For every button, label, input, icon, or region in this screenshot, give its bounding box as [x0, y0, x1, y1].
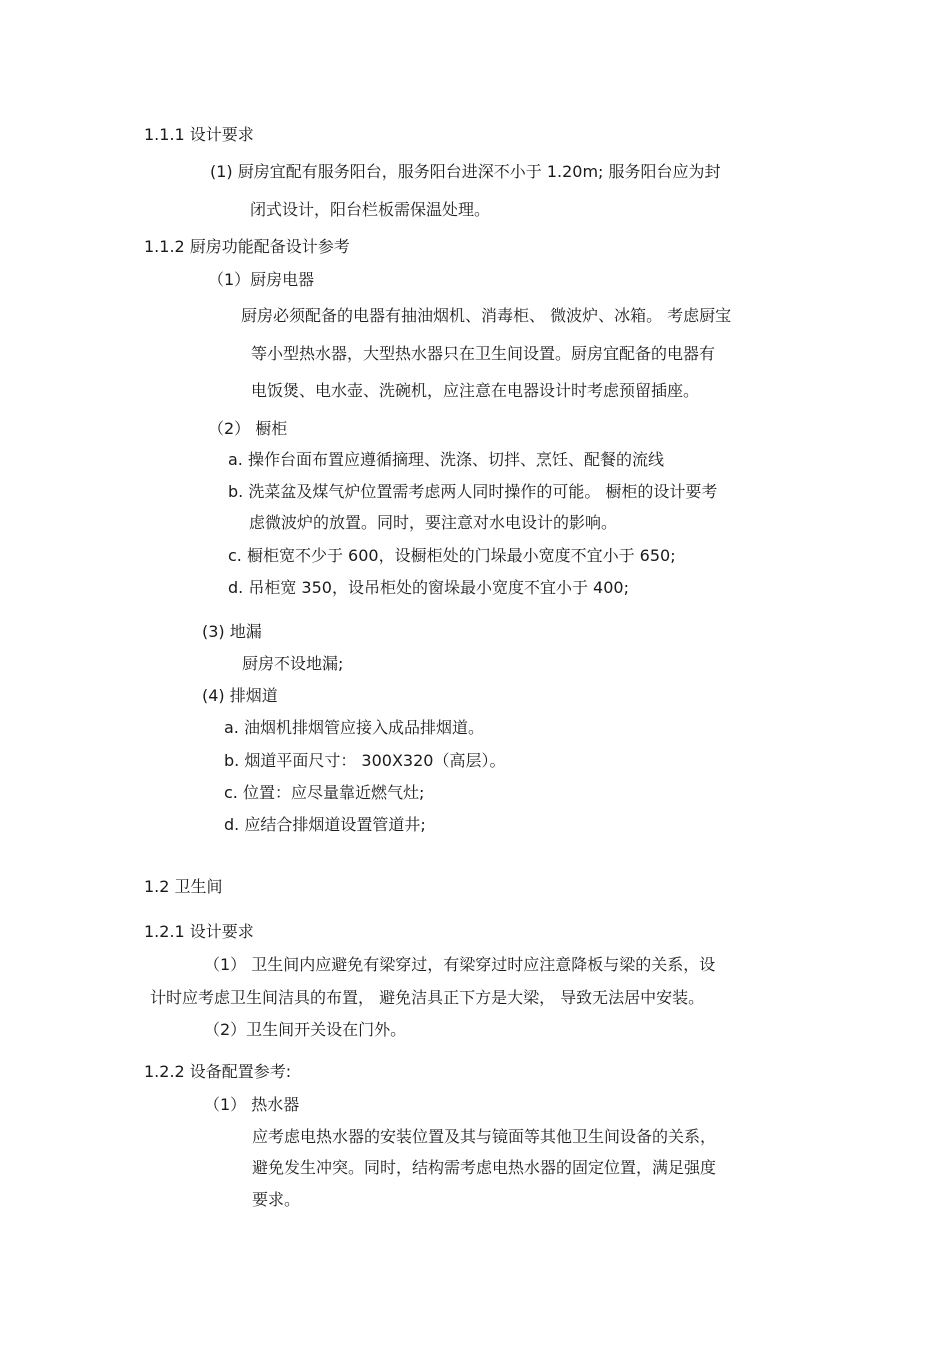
heading-1-2-2: 1.2.2 设备配置参考: — [144, 1062, 292, 1081]
text-line: 厨房必须配备的电器有抽油烟机、消毒柜、 微波炉、冰箱。 考虑厨宝 — [241, 306, 732, 325]
subheading: （1） 热水器 — [204, 1095, 300, 1114]
subheading: (3) 地漏 — [202, 622, 262, 641]
list-item: d. 吊柜宽 350，设吊柜处的窗垛最小宽度不宜小于 400; — [228, 578, 629, 597]
list-item: a. 操作台面布置应遵循摘理、洗涤、切拌、烹饪、配餐的流线 — [228, 450, 664, 469]
list-item: c. 橱柜宽不少于 600，设橱柜处的门垛最小宽度不宜小于 650; — [228, 546, 676, 565]
text-line: 电饭煲、电水壶、洗碗机，应注意在电器设计时考虑预留插座。 — [251, 381, 700, 400]
list-item: c. 位置：应尽量靠近燃气灶; — [224, 783, 425, 802]
list-item: a. 油烟机排烟管应接入成品排烟道。 — [224, 718, 484, 737]
text-line: 要求。 — [252, 1190, 301, 1209]
subheading: （2） 橱柜 — [208, 419, 288, 438]
text-line: 厨房不设地漏; — [242, 654, 344, 673]
text-line: （1） 卫生间内应避免有梁穿过，有梁穿过时应注意降板与梁的关系，设 — [204, 955, 716, 974]
text-line: 避免发生冲突。同时，结构需考虑电热水器的固定位置，满足强度 — [252, 1158, 717, 1177]
text-line: 虑微波炉的放置。同时，要注意对水电设计的影响。 — [249, 513, 618, 532]
list-item: b. 烟道平面尺寸： 300X320（高层）。 — [224, 751, 506, 770]
heading-1-2-1: 1.2.1 设计要求 — [144, 922, 254, 941]
heading-1-1-1: 1.1.1 设计要求 — [144, 125, 254, 144]
text-line: 等小型热水器，大型热水器只在卫生间设置。厨房宜配备的电器有 — [251, 344, 716, 363]
heading-1-2: 1.2 卫生间 — [144, 877, 223, 896]
list-item: d. 应结合排烟道设置管道井; — [224, 815, 426, 834]
text-line: 应考虑电热水器的安装位置及其与镜面等其他卫生间设备的关系， — [252, 1127, 717, 1146]
list-item: b. 洗菜盆及煤气炉位置需考虑两人同时操作的可能。 橱柜的设计要考 — [228, 482, 718, 501]
heading-1-1-2: 1.1.2 厨房功能配备设计参考 — [144, 237, 350, 256]
text-line: 计时应考虑卫生间洁具的布置， 避免洁具正下方是大梁， 导致无法居中安装。 — [150, 988, 705, 1007]
text-line: （2）卫生间开关设在门外。 — [204, 1020, 407, 1039]
text-line: (1) 厨房宜配有服务阳台，服务阳台进深不小于 1.20m; 服务阳台应为封 — [210, 162, 721, 181]
subheading: （1）厨房电器 — [208, 270, 315, 289]
subheading: (4) 排烟道 — [202, 686, 278, 705]
text-line: 闭式设计，阳台栏板需保温处理。 — [250, 200, 491, 219]
